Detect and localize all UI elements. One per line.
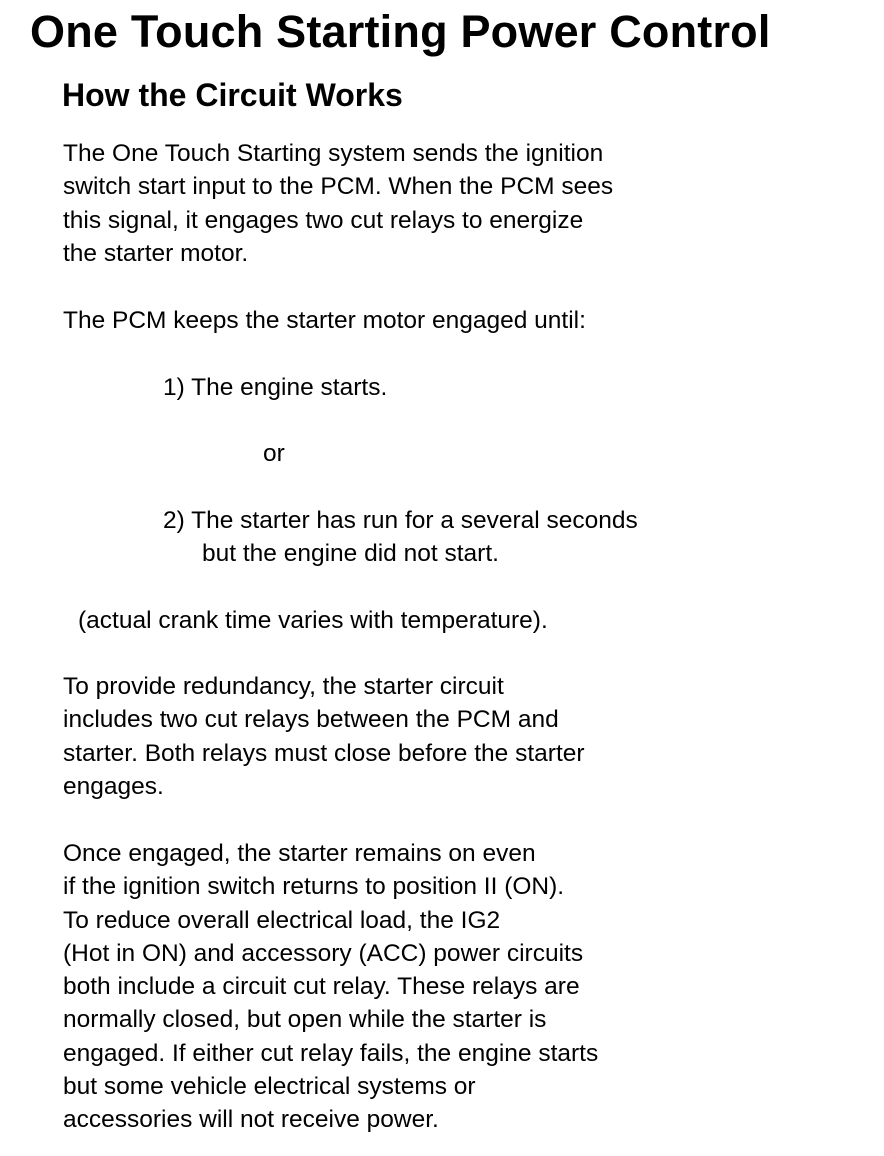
text-line: this signal, it engages two cut relays to energize <box>63 206 584 234</box>
text-line: 2) The starter has run for a several seconds <box>163 507 638 534</box>
text-line: both include a circuit cut relay. These relays are <box>63 973 580 1001</box>
text-line: starter. Both relays must close before the starter <box>63 739 585 767</box>
text-line: To reduce overall electrical load, the IG2 <box>63 906 501 934</box>
page-title: One Touch Starting Power Control <box>30 6 771 57</box>
condition-two <box>163 504 695 571</box>
text-line: if the ignition switch returns to position II (ON). <box>63 873 565 901</box>
condition-one: 1) The engine starts. <box>163 374 388 401</box>
text-line: Once engaged, the starter remains on even <box>63 840 536 867</box>
text-line: the starter motor. <box>63 239 249 267</box>
paragraph-engaged-until: The PCM keeps the starter motor engaged until: <box>63 307 586 334</box>
text-line: but some vehicle electrical systems or <box>63 1073 476 1101</box>
section-heading: How the Circuit Works <box>62 77 403 113</box>
paragraph-redundancy <box>63 670 585 803</box>
text-line: normally closed, but open while the starter is <box>63 1006 547 1034</box>
text-line: engages. <box>63 772 164 800</box>
text-line: includes two cut relays between the PCM and <box>63 706 559 734</box>
paragraph-cut-relays <box>63 837 598 1137</box>
text-line: accessories will not receive power. <box>63 1106 439 1134</box>
text-line: (Hot in ON) and accessory (ACC) power circuits <box>63 939 584 967</box>
text-line: To provide redundancy, the starter circuit <box>63 673 504 700</box>
text-line: switch start input to the PCM. When the PCM sees <box>63 173 614 201</box>
text-line: The One Touch Starting system sends the ignition <box>63 140 604 167</box>
paragraph-intro <box>63 137 613 270</box>
text-line: but the engine did not start. <box>202 540 499 568</box>
or-separator: or <box>263 440 285 467</box>
crank-time-note: (actual crank time varies with temperature). <box>78 607 548 634</box>
text-line: engaged. If either cut relay fails, the engine starts <box>63 1039 599 1067</box>
